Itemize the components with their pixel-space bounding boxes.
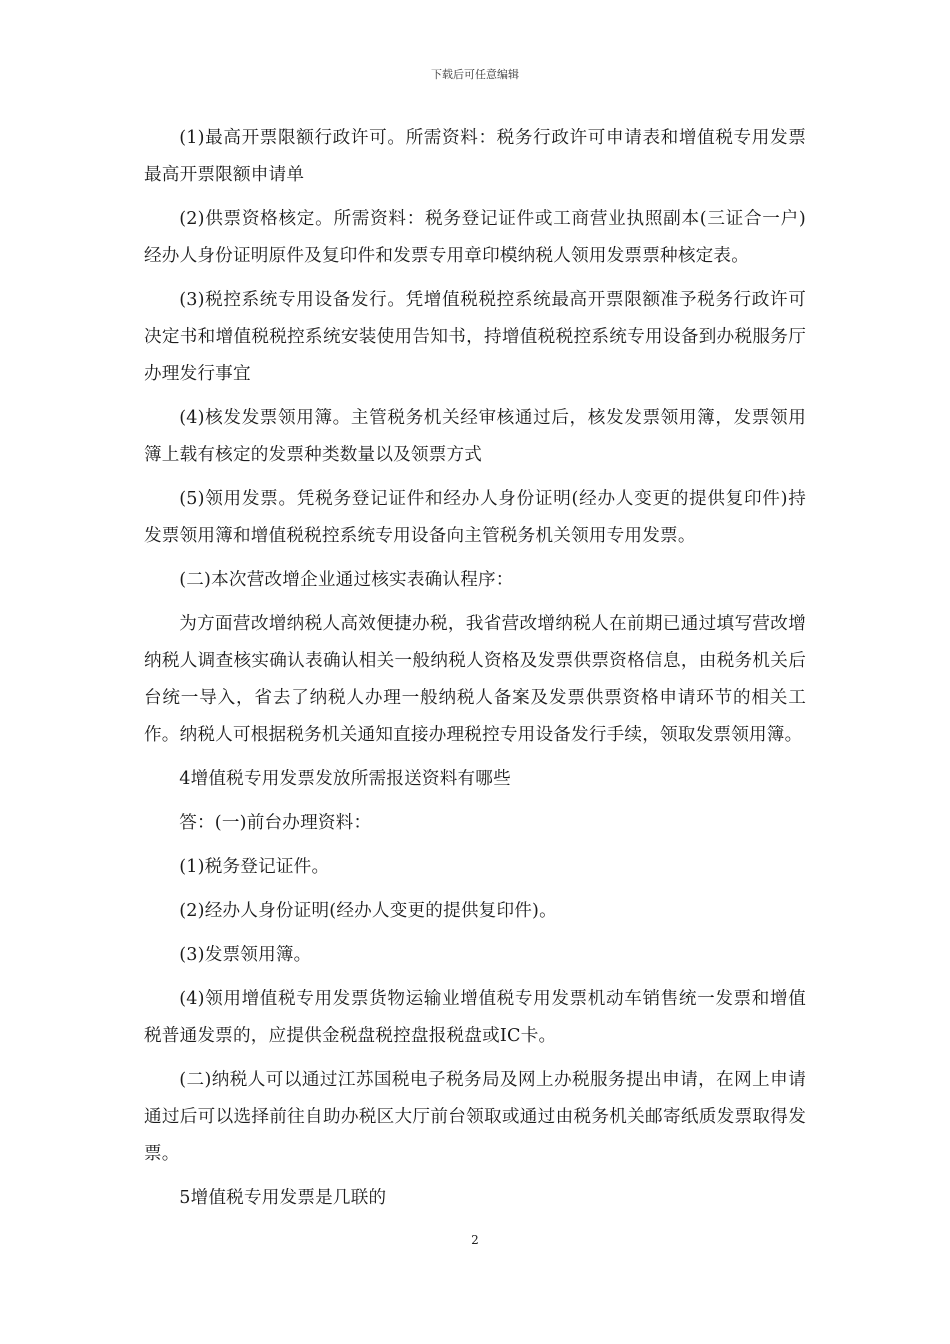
paragraph-13: (4)领用增值税专用发票货物运输业增值税专用发票机动车销售统一发票和增值税普通发票的，应提供金税盘税控盘报税盘或IC卡。 <box>144 989 806 1046</box>
page-header-note: 下载后可任意编辑 <box>431 68 519 81</box>
paragraph-4: (4)核发发票领用簿。主管税务机关经审核通过后，核发发票领用簿，发票领用簿上载有核定的发票种类数量以及领票方式 <box>144 408 806 465</box>
page-number: 2 <box>471 1233 479 1247</box>
paragraph-14: (二)纳税人可以通过江苏国税电子税务局及网上办税服务提出申请，在网上申请通过后可以选择前往自助办税区大厅前台领取或通过由税务机关邮寄纸质发票取得发票。 <box>144 1070 806 1164</box>
paragraph-12: (3)发票领用簿。 <box>179 945 312 965</box>
paragraph-15: 5增值税专用发票是几联的 <box>179 1188 387 1208</box>
paragraph-5: (5)领用发票。凭税务登记证件和经办人身份证明(经办人变更的提供复印件)持发票领用簿和增值税税控系统专用设备向主管税务机关领用专用发票。 <box>144 489 806 546</box>
paragraph-8: 4增值税专用发票发放所需报送资料有哪些 <box>179 769 511 789</box>
paragraph-1: (1)最高开票限额行政许可。所需资料：税务行政许可申请表和增值税专用发票最高开票限额申请单 <box>144 128 806 185</box>
document-body <box>144 120 806 1224</box>
paragraph-6: (二)本次营改增企业通过核实表确认程序： <box>179 570 514 590</box>
paragraph-10: (1)税务登记证件。 <box>179 857 330 877</box>
paragraph-3: (3)税控系统专用设备发行。凭增值税税控系统最高开票限额准予税务行政许可决定书和增值税税控系统安装使用告知书，持增值税税控系统专用设备到办税服务厅办理发行事宜 <box>144 290 806 384</box>
paragraph-11: (2)经办人身份证明(经办人变更的提供复印件)。 <box>179 901 557 921</box>
paragraph-9: 答：(一)前台办理资料： <box>179 813 372 833</box>
paragraph-2: (2)供票资格核定。所需资料：税务登记证件或工商营业执照副本(三证合一户)经办人身份证明原件及复印件和发票专用章印模纳税人领用发票票种核定表。 <box>144 209 806 266</box>
paragraph-7: 为方面营改增纳税人高效便捷办税，我省营改增纳税人在前期已通过填写营改增纳税人调查核实确认表确认相关一般纳税人资格及发票供票资格信息，由税务机关后台统一导入，省去了纳税人办理一般纳税人备案及发票供票资格申请环节的相关工作。纳税人可根据税务机关通知直接办理税控专用设备发行手续，领取发票领用簿。 <box>144 614 806 745</box>
